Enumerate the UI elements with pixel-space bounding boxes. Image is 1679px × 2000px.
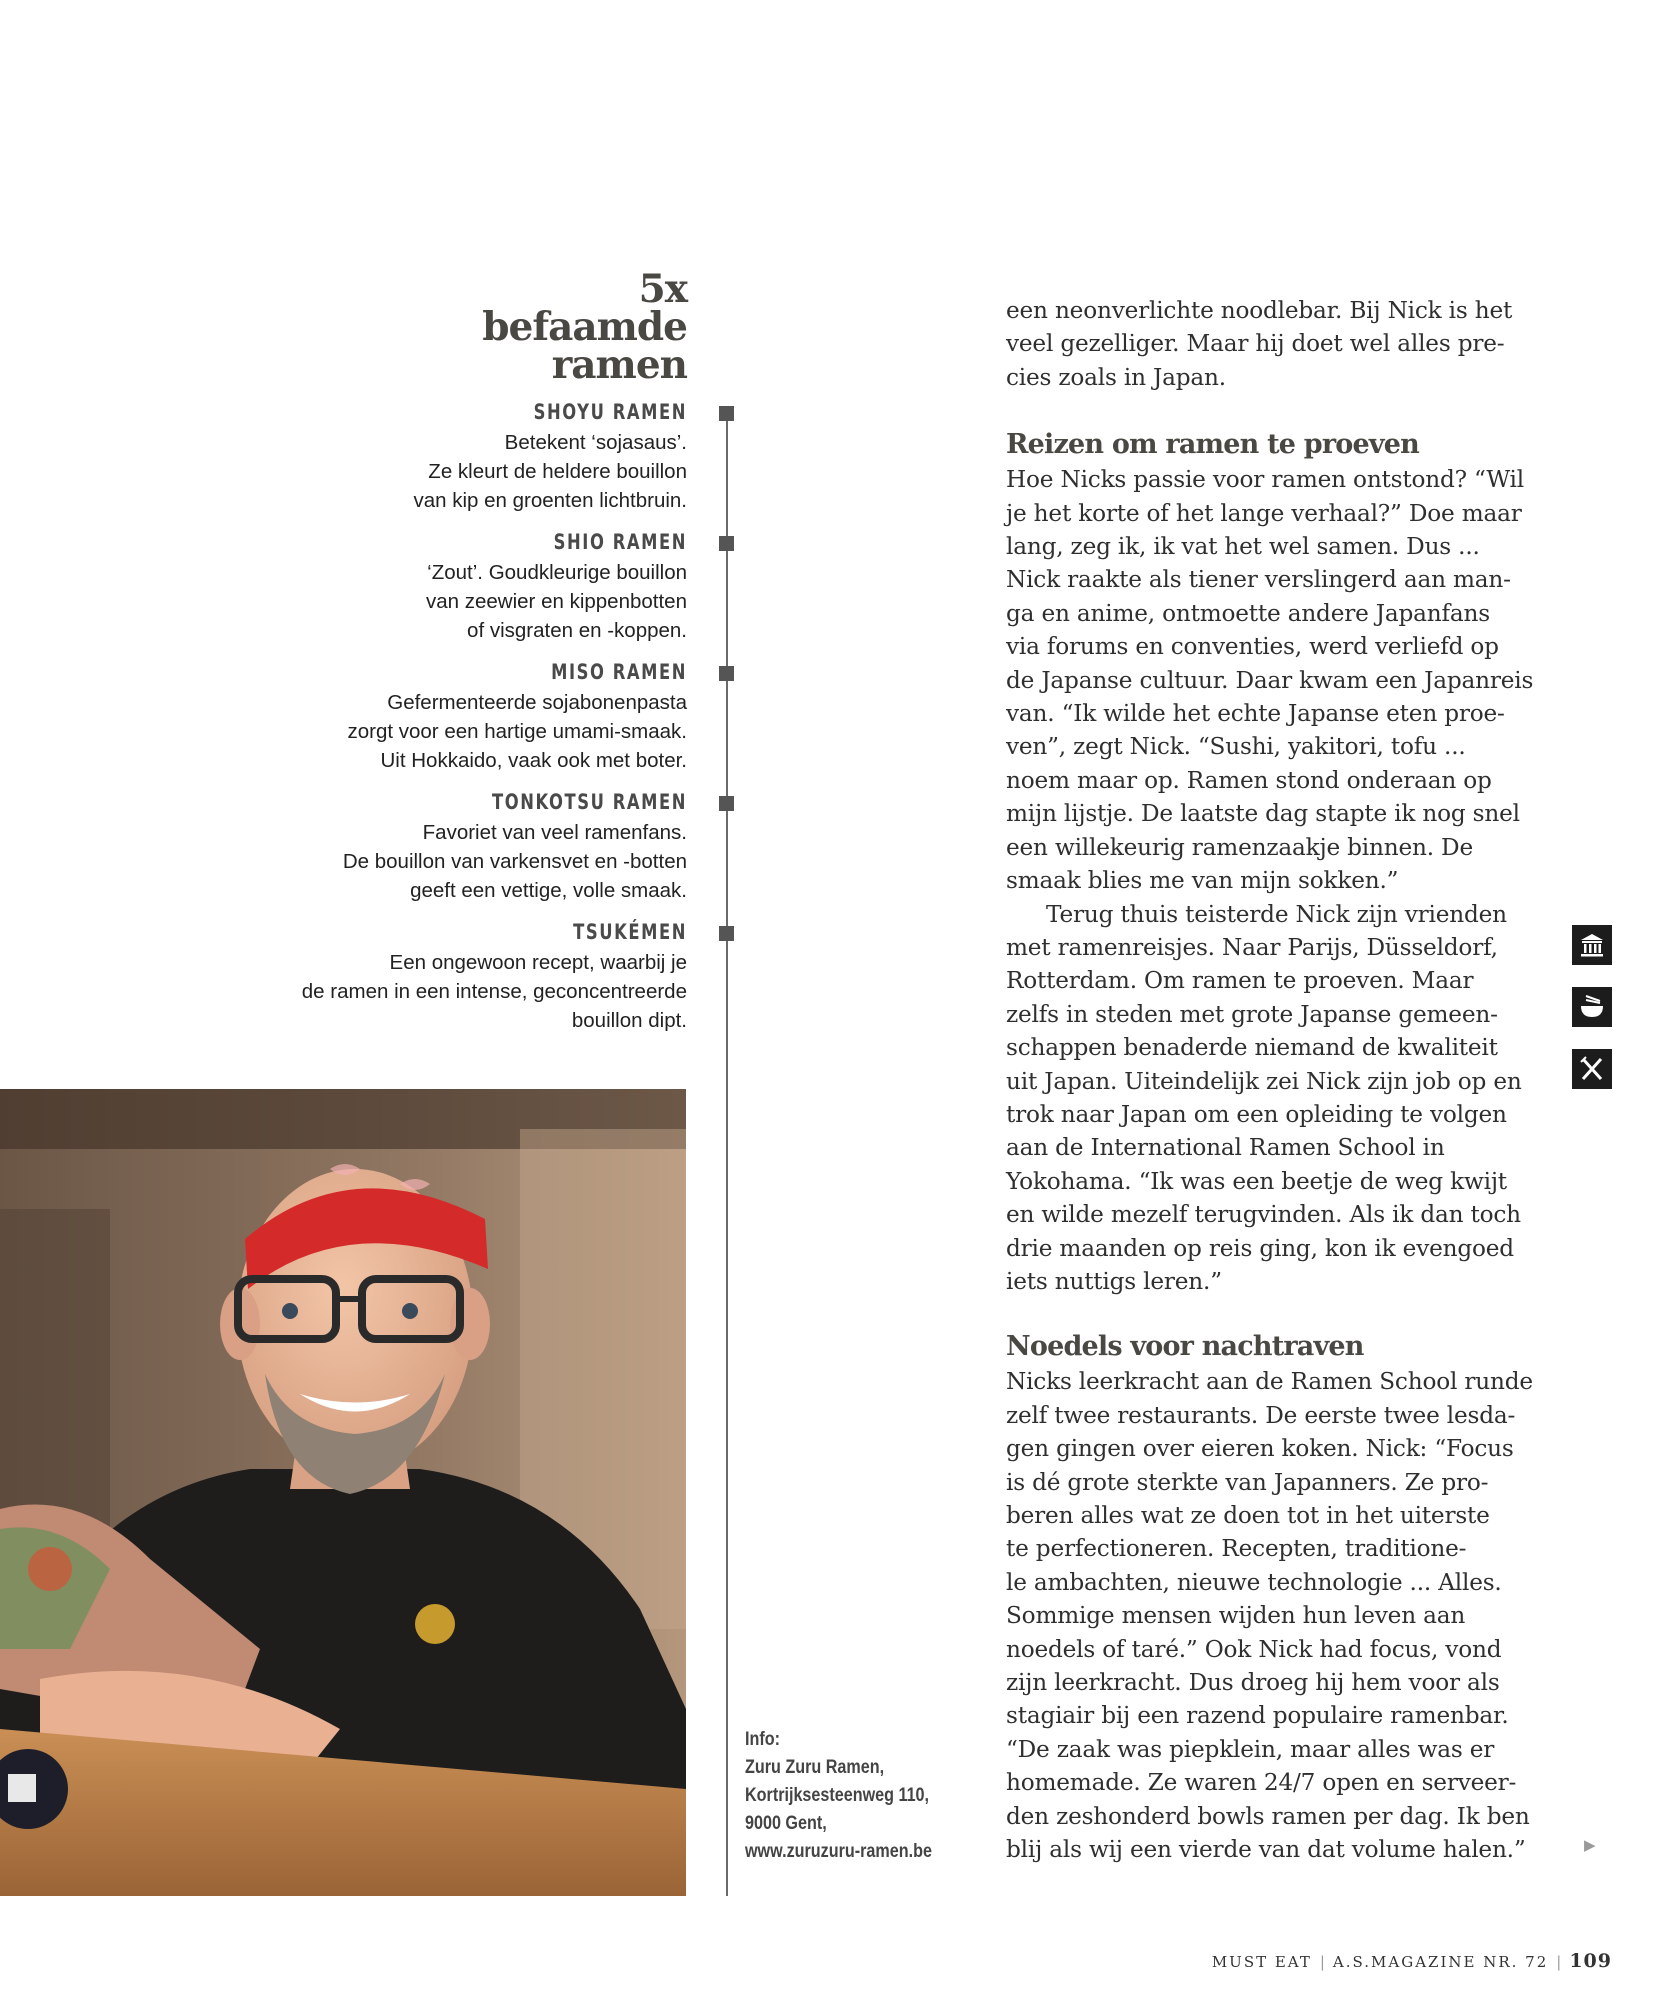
footer-separator: | [1556,1953,1562,1971]
ramen-desc [200,688,687,775]
text-line: zelfs in steden met grote Japanse gemeen- [1006,1000,1498,1028]
text-line: Nicks leerkracht aan de Ramen School runde [1006,1368,1533,1396]
text-line: ga en anime, ontmoette andere Japanfans [1006,599,1490,627]
ramen-bowl-icon[interactable] [1572,987,1612,1027]
text-line: drie maanden op reis ging, kon ik evengoed [1006,1234,1514,1262]
article-paragraph [1006,463,1534,897]
desc-line: de ramen in een intense, geconcentreerde [301,980,687,1003]
desc-line: bouillon dipt. [571,1009,687,1032]
article-column [1006,294,1534,1866]
desc-line: van zeewier en kippenbotten [426,590,687,613]
text-line: noedels of taré.” Ook Nick had focus, vond [1006,1635,1502,1663]
text-line: uit Japan. Uiteindelijk zei Nick zijn job op en [1006,1067,1522,1095]
text-line: “De zaak was piepklein, maar alles was er [1006,1735,1495,1763]
text-line: van. “Ik wilde het echte Japanse eten proe- [1006,700,1505,728]
timeline-marker [719,666,734,681]
timeline-marker [719,536,734,551]
text-line: Terug thuis teisterde Nick zijn vrienden [1046,900,1507,928]
article-paragraph [1006,1365,1533,1866]
text-line: homemade. Ze waren 24/7 open en serveer- [1006,1769,1517,1797]
text-line: en wilde mezelf terugvinden. Als ik dan toch [1006,1201,1521,1229]
text-line: gen gingen over eieren koken. Nick: “Focus [1006,1435,1514,1463]
desc-line: Favoriet van veel ramenfans. [422,821,687,844]
desc-line: Betekent ‘sojasaus’. [504,431,687,454]
desc-line: De bouillon van varkensvet en -botten [342,850,687,873]
text-line: veel gezelliger. Maar hij doet wel alles pre- [1006,330,1505,358]
title-line: ramen [551,342,687,388]
text-line: stagiair bij een razend populaire ramenbar. [1006,1702,1509,1730]
text-line: Nick raakte als tiener verslingerd aan man- [1006,566,1511,594]
text-line: Rotterdam. Om ramen te proeven. Maar [1006,967,1474,995]
next-page-arrow-icon[interactable]: ▶ [1584,1836,1596,1854]
text-line: mijn lijstje. De laatste dag stapte ik nog snel [1006,800,1520,828]
title-line: befaamde [482,304,687,350]
text-line: een neonverlichte noodlebar. Bij Nick is het [1006,297,1513,324]
ramen-desc [200,428,687,515]
text-line: schappen benaderde niemand de kwaliteit [1006,1034,1498,1062]
text-line: je het korte of het lange verhaal?” Doe maar [1006,499,1522,527]
timeline-marker [719,406,734,421]
chef-photo [0,1089,686,1896]
text-line: een willekeurig ramenzaakje binnen. De [1006,833,1473,861]
text-line: is dé grote sterkte van Japanners. Ze pro- [1006,1468,1489,1496]
info-line: Zuru Zuru Ramen, [745,1757,885,1778]
info-line: Kortrijksesteenweg 110, [745,1785,930,1806]
sidebar-title [420,266,687,388]
info-line: 9000 Gent, [745,1813,827,1834]
footer-separator: | [1319,1953,1325,1971]
text-line: lang, zeg ik, ik vat het wel samen. Dus ... [1006,533,1480,561]
text-line: trok naar Japan om een opleiding te volgen [1006,1100,1507,1128]
desc-line: Ze kleurt de heldere bouillon [428,460,687,483]
text-line: blij als wij een vierde van dat volume halen.” [1006,1836,1526,1864]
ramen-item-tonkotsu [200,790,687,905]
article-paragraph [1006,898,1522,1299]
text-line: smaak blies me van mijn sokken.” [1006,867,1399,895]
page-number: 109 [1569,1950,1612,1972]
ramen-desc [200,558,687,645]
title-line: 5x [638,266,687,312]
desc-line: Een ongewoon recept, waarbij je [389,951,687,974]
desc-line: Uit Hokkaido, vaak ook met boter. [380,749,687,772]
desc-line: Gefermenteerde sojabonenpasta [387,691,687,714]
text-line: iets nuttigs leren.” [1006,1267,1222,1295]
desc-line: geeft een vettige, volle smaak. [410,879,687,902]
text-line: aan de International Ramen School in [1006,1134,1445,1162]
text-line: cies zoals in Japan. [1006,363,1226,391]
text-line: te perfectioneren. Recepten, traditione- [1006,1535,1467,1563]
text-line: noem maar op. Ramen stond onderaan op [1006,766,1492,794]
article-paragraph-intro [1006,294,1513,394]
timeline-line [726,410,728,1896]
text-line: zelf twee restaurants. De eerste twee lesda- [1006,1401,1516,1429]
footer-magazine: A.S.MAGAZINE NR. 72 [1332,1953,1549,1971]
footer-section: MUST EAT [1211,1953,1312,1971]
section-heading: Noedels voor nachtraven [1006,1331,1364,1363]
ramen-item-tsukemen [200,920,687,1035]
ramen-item-shoyu [200,400,687,515]
ramen-name: TSUKÉMEN [573,920,687,944]
desc-line: ‘Zout’. Goudkleurige bouillon [427,561,687,584]
text-line: met ramenreisjes. Naar Parijs, Düsseldorf, [1006,933,1498,961]
desc-line: van kip en groenten lichtbruin. [413,489,687,512]
fork-knife-icon[interactable] [1572,1049,1612,1089]
ramen-item-shio [200,530,687,645]
text-line: den zeshonderd bowls ramen per dag. Ik ben [1006,1802,1530,1830]
text-line: via forums en conventies, werd verliefd op [1006,633,1499,661]
text-line: de Japanse cultuur. Daar kwam een Japanreis [1006,666,1534,694]
desc-line: zorgt voor een hartige umami-smaak. [347,720,687,743]
ramen-desc [200,948,687,1035]
text-line: Sommige mensen wijden hun leven aan [1006,1602,1466,1630]
info-label: Info: [745,1729,780,1750]
info-website-link[interactable]: www.zuruzuru-ramen.be [745,1841,932,1862]
info-block [745,1726,975,1866]
text-line: beren alles wat ze doen tot in het uiterste [1006,1502,1490,1529]
text-line: Hoe Nicks passie voor ramen ontstond? “Wil [1006,466,1524,494]
text-line: le ambachten, nieuwe technologie ... Alles. [1006,1568,1502,1596]
text-line: zijn leerkracht. Dus droeg hij hem voor als [1006,1669,1500,1697]
ramen-name: TONKOTSU RAMEN [492,790,687,814]
museum-icon[interactable] [1572,925,1612,965]
ramen-name: MISO RAMEN [551,660,687,684]
ramen-desc [200,818,687,905]
ramen-name: SHIO RAMEN [553,530,687,554]
text-line: Yokohama. “Ik was een beetje de weg kwijt [1006,1167,1507,1195]
section-heading: Reizen om ramen te proeven [1006,429,1419,461]
text-line: ven”, zegt Nick. “Sushi, yakitori, tofu ... [1006,733,1466,761]
ramen-name: SHOYU RAMEN [533,400,687,424]
timeline-marker [719,796,734,811]
ramen-item-miso [200,660,687,775]
desc-line: of visgraten en -koppen. [467,619,687,642]
timeline-marker [719,926,734,941]
page-footer [1212,1950,1612,1972]
